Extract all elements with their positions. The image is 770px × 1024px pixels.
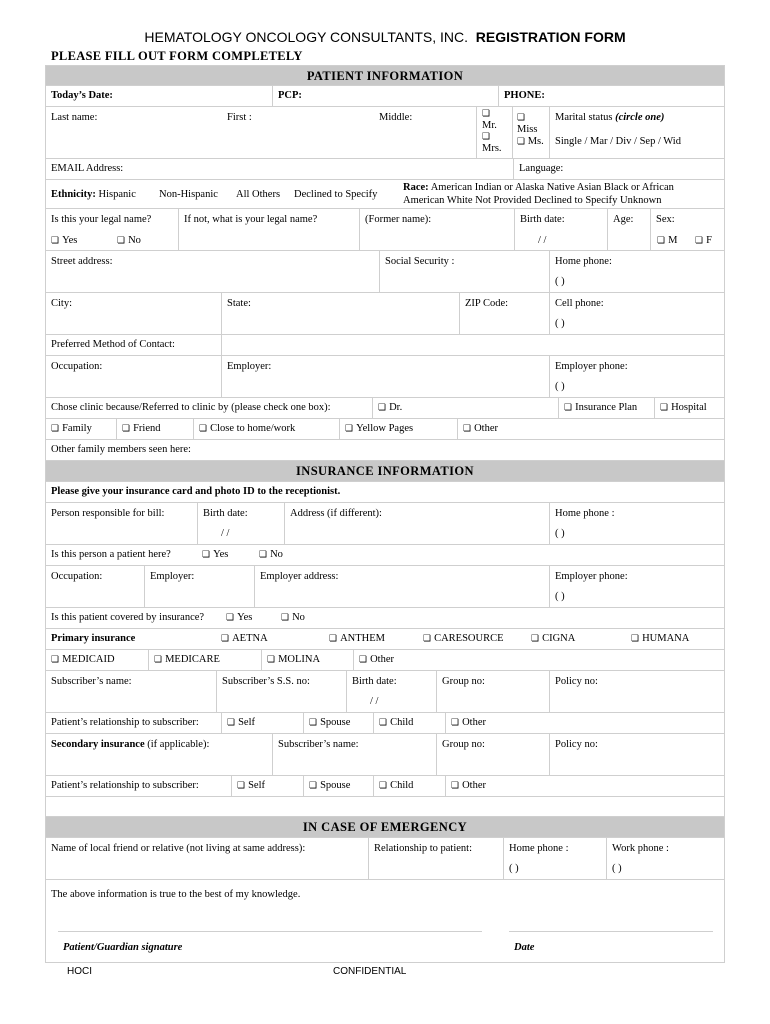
- subscriber-ss-field[interactable]: Subscriber’s S.S. no:: [216, 671, 346, 712]
- is-patient-no-checkbox[interactable]: ❏ No: [259, 549, 283, 560]
- title-miss-ms: [512, 107, 549, 158]
- row-other-family: [45, 440, 725, 461]
- ethnicity-declined: Declined to Specify: [294, 189, 378, 200]
- primary-child-checkbox[interactable]: ❏ Child: [379, 717, 413, 728]
- referral-close-home-checkbox[interactable]: ❏ Close to home/work: [199, 423, 295, 434]
- mr-label: Mr.: [482, 120, 497, 131]
- spacer-row: [45, 797, 725, 817]
- marital-status-label: Marital status: [555, 112, 613, 123]
- legal-name-question: Is this your legal name? ❏ Yes ❏ No: [46, 209, 178, 250]
- legal-no-checkbox[interactable]: ❏ No: [117, 235, 141, 246]
- sex-m-checkbox[interactable]: ❏ M: [657, 235, 677, 246]
- footer-hoci: HOCI: [67, 966, 92, 977]
- referral-dr-checkbox[interactable]: ❏ Dr.: [378, 402, 402, 413]
- ms-checkbox[interactable]: ❏: [517, 137, 526, 147]
- row-covered: [45, 608, 725, 629]
- former-name-field[interactable]: (Former name):: [359, 209, 514, 250]
- patient-information-band: PATIENT INFORMATION: [45, 65, 725, 86]
- row-primary-relationship: [45, 713, 725, 734]
- marital-status-options: Single / Mar / Div / Sep / Wid: [555, 136, 681, 147]
- primary-insurance-label: Primary insurance: [51, 633, 136, 644]
- referral-hospital-checkbox[interactable]: ❏ Hospital: [660, 402, 707, 413]
- molina-checkbox[interactable]: ❏ MOLINA: [267, 654, 320, 665]
- secondary-subscriber-name-field[interactable]: Subscriber’s name:: [272, 734, 436, 775]
- employer-field[interactable]: Employer:: [221, 356, 549, 397]
- row-secondary-insurance: [45, 734, 725, 776]
- responsible-birth-date-field[interactable]: Birth date: / /: [197, 503, 284, 544]
- row-subscriber: [45, 671, 725, 713]
- caresource-checkbox[interactable]: ❏ CARESOURCE: [423, 633, 504, 644]
- ins-occupation-field[interactable]: Occupation:: [51, 571, 103, 582]
- chose-clinic-label: Chose clinic because/Referred to clinic by (please check one box):: [51, 402, 331, 413]
- secondary-insurance-field[interactable]: [46, 734, 272, 775]
- secondary-self-checkbox[interactable]: ❏ Self: [237, 780, 265, 791]
- row-responsible: [45, 503, 725, 545]
- title-mr-mrs: [476, 107, 512, 158]
- age-field[interactable]: Age:: [607, 209, 650, 250]
- miss-checkbox[interactable]: ❏: [517, 113, 526, 123]
- row-street: [45, 251, 725, 293]
- covered-yes-checkbox[interactable]: ❏ Yes: [226, 612, 252, 623]
- street-address-field[interactable]: Street address:: [51, 256, 113, 267]
- date-label: Date: [514, 942, 535, 953]
- other-family-field[interactable]: Other family members seen here:: [51, 444, 191, 455]
- registration-form: [45, 65, 725, 963]
- secondary-insurance-label: Secondary insurance: [51, 739, 145, 750]
- responsible-address-field[interactable]: Address (if different):: [284, 503, 549, 544]
- referral-insurance-plan-checkbox[interactable]: ❏ Insurance Plan: [564, 402, 637, 413]
- ins-employer-field[interactable]: Employer:: [144, 566, 254, 607]
- row-emergency-contact: [45, 838, 725, 880]
- row-contact-method: [45, 335, 725, 356]
- footer-confidential: CONFIDENTIAL: [333, 966, 407, 977]
- secondary-spouse-checkbox[interactable]: ❏ Spouse: [309, 780, 350, 791]
- ethnicity-all-others: All Others: [236, 189, 281, 200]
- referral-yellow-pages-checkbox[interactable]: ❏ Yellow Pages: [345, 423, 413, 434]
- mr-checkbox[interactable]: ❏: [482, 109, 491, 119]
- legal-yes-checkbox[interactable]: ❏ Yes: [51, 235, 77, 246]
- insurance-information-band: INSURANCE INFORMATION: [45, 461, 725, 482]
- ethnicity-non-hispanic: Non-Hispanic: [159, 189, 218, 200]
- social-security-field[interactable]: Social Security :: [379, 251, 549, 292]
- legal-name-field[interactable]: If not, what is your legal name?: [178, 209, 359, 250]
- row-insurance-carriers-2: [45, 650, 725, 671]
- secondary-group-no-field[interactable]: Group no:: [436, 734, 549, 775]
- city-field[interactable]: City:: [51, 298, 73, 309]
- is-patient-label: Is this person a patient here?: [51, 549, 171, 560]
- sex-f-checkbox[interactable]: ❏ F: [695, 235, 712, 246]
- responsible-home-phone-field[interactable]: Home phone : ( ): [549, 503, 726, 544]
- covered-no-checkbox[interactable]: ❏ No: [281, 612, 305, 623]
- race-options-line2: American White Not Provided Declined to Specify Unknown: [403, 195, 662, 206]
- language-field[interactable]: Language:: [513, 159, 726, 179]
- emergency-home-phone-field[interactable]: Home phone : ( ): [503, 838, 606, 879]
- responsible-party-field[interactable]: Person responsible for bill:: [51, 508, 165, 519]
- emergency-relationship-field[interactable]: Relationship to patient:: [368, 838, 503, 879]
- primary-spouse-checkbox[interactable]: ❏ Spouse: [309, 717, 350, 728]
- covered-label: Is this patient covered by insurance?: [51, 612, 205, 623]
- is-patient-yes-checkbox[interactable]: ❏ Yes: [202, 549, 228, 560]
- zip-code-field[interactable]: ZIP Code:: [459, 293, 549, 334]
- row-ethnicity-race: [45, 180, 725, 209]
- race-label: Race:: [403, 182, 429, 193]
- attestation-text: The above information is true to the best of my knowledge.: [51, 889, 301, 900]
- secondary-child-checkbox[interactable]: ❏ Child: [379, 780, 413, 791]
- subscriber-birth-date-field[interactable]: Birth date: / /: [346, 671, 436, 712]
- aetna-checkbox[interactable]: ❏ AETNA: [221, 633, 268, 644]
- row-name: [45, 107, 725, 159]
- state-field[interactable]: State:: [221, 293, 459, 334]
- primary-self-checkbox[interactable]: ❏ Self: [227, 717, 255, 728]
- secondary-policy-no-field[interactable]: Policy no:: [549, 734, 726, 775]
- employer-phone-field[interactable]: Employer phone: ( ): [549, 356, 726, 397]
- occupation-field[interactable]: Occupation:: [51, 361, 103, 372]
- ins-employer-phone-field[interactable]: Employer phone: ( ): [549, 566, 726, 607]
- row-secondary-relationship: [45, 776, 725, 797]
- medicaid-checkbox[interactable]: ❏ MEDICAID: [51, 654, 115, 665]
- row-attestation: [45, 880, 725, 963]
- medicare-checkbox[interactable]: ❏ MEDICARE: [154, 654, 220, 665]
- row-referral-sources: [45, 419, 725, 440]
- home-phone-field[interactable]: Home phone: ( ): [549, 251, 726, 292]
- insurance-note: Please give your insurance card and photo ID to the receptionist.: [51, 486, 341, 497]
- marital-status-hint: (circle one): [615, 112, 665, 123]
- group-no-field[interactable]: Group no:: [436, 671, 549, 712]
- secondary-relationship-label: Patient’s relationship to subscriber:: [51, 780, 199, 791]
- ms-label: Ms.: [527, 136, 544, 147]
- date-line[interactable]: [509, 931, 713, 932]
- emergency-work-phone-field[interactable]: Work phone : ( ): [606, 838, 726, 879]
- mrs-checkbox[interactable]: ❏: [482, 132, 491, 142]
- anthem-checkbox[interactable]: ❏ ANTHEM: [329, 633, 385, 644]
- phone-field[interactable]: PHONE:: [498, 86, 726, 106]
- row-primary-insurance: [45, 629, 725, 650]
- cigna-checkbox[interactable]: ❏ CIGNA: [531, 633, 575, 644]
- todays-date-field[interactable]: Today’s Date:: [51, 90, 113, 101]
- marital-status-field[interactable]: [549, 107, 726, 158]
- humana-checkbox[interactable]: ❏ HUMANA: [631, 633, 689, 644]
- row-legal-name: [45, 209, 725, 251]
- emergency-band: IN CASE OF EMERGENCY: [45, 817, 725, 838]
- sex-field: Sex: ❏ M ❏ F: [650, 209, 726, 250]
- other-insurance-checkbox[interactable]: ❏ Other: [359, 654, 394, 665]
- form-name: REGISTRATION FORM: [475, 29, 626, 45]
- secondary-other-checkbox[interactable]: ❏ Other: [451, 780, 486, 791]
- name-field[interactable]: [46, 107, 476, 158]
- row-email: [45, 159, 725, 180]
- signature-label: Patient/Guardian signature: [63, 942, 183, 953]
- primary-relationship-label: Patient’s relationship to subscriber:: [51, 717, 199, 728]
- row-city: [45, 293, 725, 335]
- row-ins-occupation: [45, 566, 725, 608]
- mrs-label: Mrs.: [482, 143, 502, 154]
- secondary-if-applicable: (if applicable):: [147, 739, 210, 750]
- birth-date-field[interactable]: Birth date: / /: [514, 209, 607, 250]
- ethnicity-hispanic: Hispanic: [98, 189, 136, 200]
- ethnicity-field[interactable]: [46, 180, 398, 208]
- contact-method-field[interactable]: [221, 335, 726, 355]
- form-title: [0, 29, 770, 45]
- emergency-contact-name-field[interactable]: Name of local friend or relative (not living at same address):: [51, 843, 306, 854]
- pcp-field[interactable]: PCP:: [272, 86, 498, 106]
- email-field[interactable]: EMAIL Address:: [51, 163, 124, 174]
- row-occupation: [45, 356, 725, 398]
- primary-other-checkbox[interactable]: ❏ Other: [451, 717, 486, 728]
- ethnicity-label: Ethnicity:: [51, 189, 96, 200]
- cell-phone-field[interactable]: Cell phone: ( ): [549, 293, 726, 334]
- org-name: HEMATOLOGY ONCOLOGY CONSULTANTS, INC.: [144, 29, 468, 45]
- row-is-patient: [45, 545, 725, 566]
- policy-no-field[interactable]: Policy no:: [549, 671, 726, 712]
- miss-label: Miss: [517, 124, 538, 135]
- row-insurance-note: [45, 482, 725, 503]
- row-chose-clinic: [45, 398, 725, 419]
- race-field[interactable]: [398, 180, 726, 208]
- referral-other-checkbox[interactable]: ❏ Other: [463, 423, 498, 434]
- referral-friend-checkbox[interactable]: ❏ Friend: [122, 423, 161, 434]
- contact-method-label: Preferred Method of Contact:: [51, 339, 175, 350]
- middle-name-label: Middle:: [379, 112, 413, 123]
- row-date-pcp-phone: [45, 86, 725, 107]
- form-instruction: PLEASE FILL OUT FORM COMPLETELY: [51, 49, 303, 63]
- subscriber-name-field[interactable]: Subscriber’s name:: [51, 676, 132, 687]
- signature-line[interactable]: [58, 931, 482, 932]
- last-name-label: Last name:: [51, 112, 98, 123]
- race-options-line1: American Indian or Alaska Native Asian Black or African: [430, 182, 674, 193]
- first-name-label: First :: [227, 112, 252, 123]
- ins-employer-address-field[interactable]: Employer address:: [254, 566, 549, 607]
- referral-family-checkbox[interactable]: ❏ Family: [51, 423, 92, 434]
